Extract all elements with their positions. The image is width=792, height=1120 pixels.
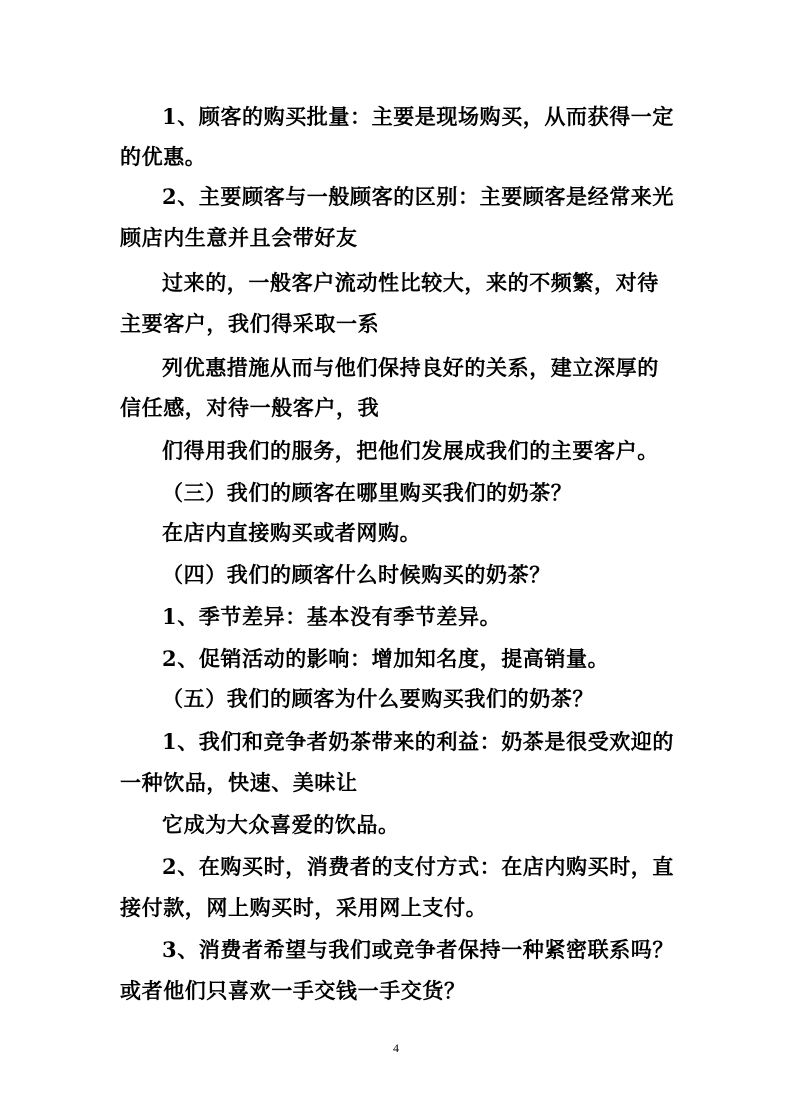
text-line: 2、促销活动的影响：增加知名度，提高销量。	[162, 646, 610, 671]
text-line: 在店内直接购买或者网购。	[162, 520, 422, 545]
text-line: 它成为大众喜爱的饮品。	[162, 812, 400, 837]
text-line: 的优惠。	[120, 144, 207, 169]
text-line: 1、顾客的购买批量：主要是现场购买，从而获得一定	[162, 104, 675, 129]
section-heading: （五）我们的顾客为什么要购买我们的奶茶？	[162, 686, 594, 711]
text-line: 信任感，对待一般客户，我	[120, 395, 380, 420]
text-line: 一种饮品，快速、美味让	[120, 770, 358, 795]
page-number: 4	[393, 1041, 399, 1055]
text-line: 2、在购买时，消费者的支付方式：在店内购买时，直	[162, 854, 675, 879]
text-line: 2、主要顾客与一般顾客的区别：主要顾客是经常来光	[162, 184, 675, 209]
text-line: 1、我们和竞争者奶茶带来的利益：奶茶是很受欢迎的	[162, 729, 675, 754]
text-line: 3、消费者希望与我们或竞争者保持一种紧密联系吗？	[162, 937, 675, 962]
text-line: 主要客户，我们得采取一系	[120, 311, 380, 336]
section-heading: （四）我们的顾客什么时候购买的奶茶？	[162, 562, 551, 587]
text-line: 接付款，网上购买时，采用网上支付。	[120, 895, 488, 920]
text-line: 顾店内生意并且会带好友	[120, 225, 358, 250]
section-heading: （三）我们的顾客在哪里购买我们的奶茶？	[162, 480, 573, 505]
text-line: 1、季节差异：基本没有季节差异。	[162, 604, 502, 629]
text-line: 或者他们只喜欢一手交钱一手交货？	[120, 978, 466, 1003]
text-line: 们得用我们的服务，把他们发展成我们的主要客户。	[162, 438, 659, 463]
text-line: 过来的，一般客户流动性比较大，来的不频繁，对待	[162, 270, 659, 295]
text-line: 列优惠措施从而与他们保持良好的关系，建立深厚的	[162, 355, 659, 380]
